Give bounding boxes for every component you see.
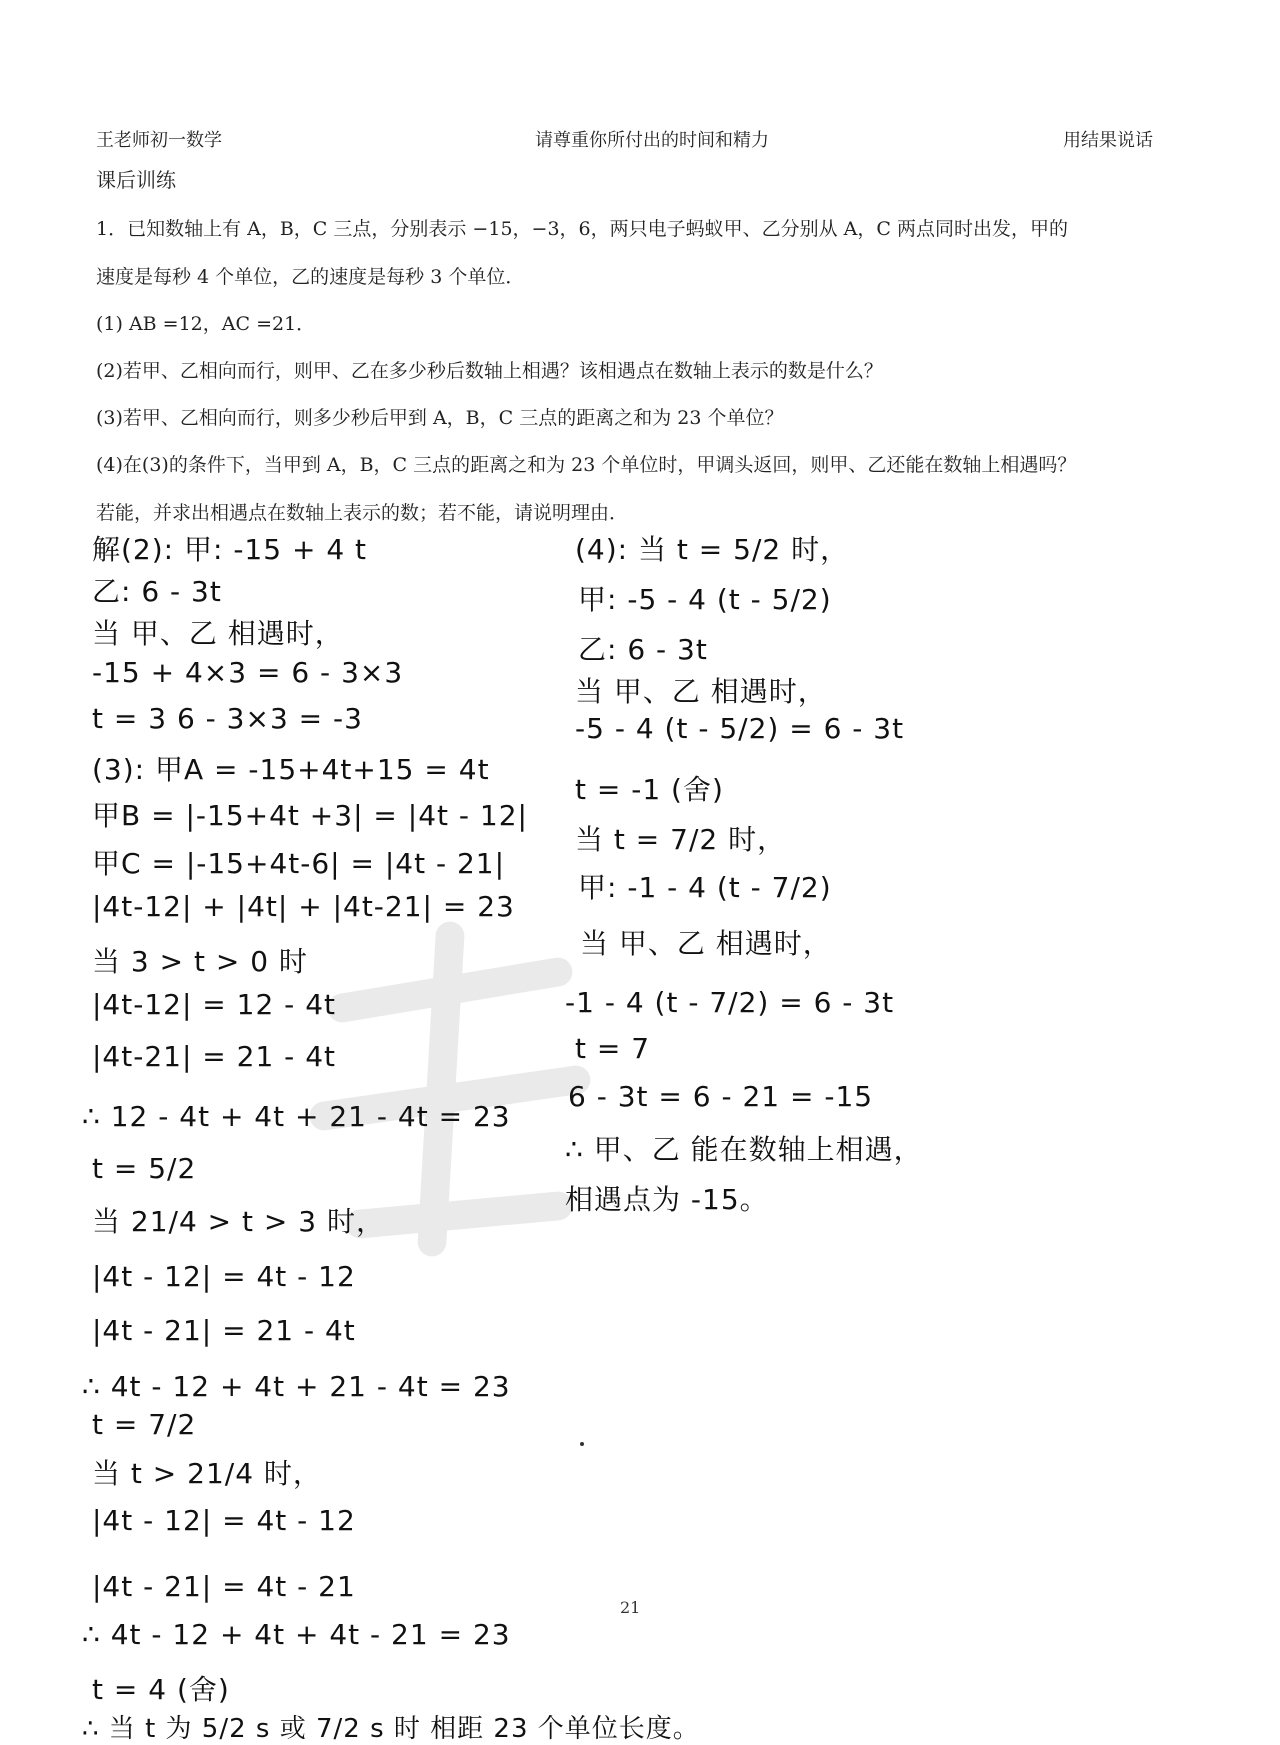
left-line: t = 3 6 - 3×3 = -3 xyxy=(92,702,363,735)
header-center: 请尊重你所付出的时间和精力 xyxy=(535,130,769,151)
problem-line-1: 1．已知数轴上有 A，B，C 三点，分别表示 −15，−3，6，两只电子蚂蚁甲、乙分别从 A，C 两点同时出发，甲的 xyxy=(96,218,1068,240)
left-line: |4t - 12| = 4t - 12 xyxy=(92,1260,356,1293)
question-1: (1) AB =12，AC =21． xyxy=(96,313,316,335)
right-line: 当 甲、乙 相遇时， xyxy=(580,927,832,960)
left-line: 甲B = |-15+4t +3| = |4t - 12| xyxy=(92,799,528,832)
problem-line-2: 速度是每秒 4 个单位，乙的速度是每秒 3 个单位． xyxy=(96,266,525,288)
left-line: -15 + 4×3 = 6 - 3×3 xyxy=(92,656,404,689)
left-line: 当 t > 21/4 时， xyxy=(92,1457,322,1490)
right-line: (4): 当 t = 5/2 时， xyxy=(575,533,850,566)
left-line: ∴ 当 t 为 5/2 s 或 7/2 s 时 相距 23 个单位长度。 xyxy=(82,1714,700,1744)
left-line: 解(2): 甲: -15 + 4 t xyxy=(92,533,368,566)
right-line: 甲: -1 - 4 (t - 7/2) xyxy=(578,871,832,904)
header-right: 用结果说话 xyxy=(1063,130,1153,151)
section-title: 课后训练 xyxy=(96,168,176,192)
right-line: t = -1 (舍) xyxy=(575,773,724,806)
left-line: t = 5/2 xyxy=(92,1152,197,1185)
left-line: |4t - 12| = 4t - 12 xyxy=(92,1504,356,1537)
right-line: 相遇点为 -15。 xyxy=(565,1183,769,1216)
left-line: t = 7/2 xyxy=(92,1408,197,1441)
left-line: |4t-21| = 21 - 4t xyxy=(92,1040,336,1073)
left-line: 甲C = |-15+4t-6| = |4t - 21| xyxy=(92,847,506,880)
right-line: -1 - 4 (t - 7/2) = 6 - 3t xyxy=(565,986,895,1019)
left-line: |4t-12| + |4t| + |4t-21| = 23 xyxy=(92,890,515,923)
left-line: ∴ 4t - 12 + 4t + 21 - 4t = 23 xyxy=(82,1370,511,1403)
left-line: t = 4 (舍) xyxy=(92,1673,230,1706)
left-line: 当 21/4 > t > 3 时， xyxy=(92,1205,385,1238)
question-2: (2)若甲、乙相向而行，则甲、乙在多少秒后数轴上相遇？该相遇点在数轴上表示的数是什么？ xyxy=(96,360,883,382)
left-line: |4t - 21| = 21 - 4t xyxy=(92,1314,356,1347)
right-line: ∴ 甲、乙 能在数轴上相遇， xyxy=(565,1133,923,1166)
left-line: ∴ 4t - 12 + 4t + 4t - 21 = 23 xyxy=(82,1618,511,1651)
right-line: 甲: -5 - 4 (t - 5/2) xyxy=(578,583,832,616)
header-left: 王老师初一数学 xyxy=(96,130,222,151)
left-line: |4t-12| = 12 - 4t xyxy=(92,988,336,1021)
left-line: 当 甲、乙 相遇时， xyxy=(92,617,344,650)
right-line: t = 7 xyxy=(575,1032,651,1065)
left-line: 当 3 > t > 0 时 xyxy=(92,945,308,978)
page-number: 21 xyxy=(620,1598,641,1617)
right-line: -5 - 4 (t - 5/2) = 6 - 3t xyxy=(575,712,905,745)
right-line: 乙: 6 - 3t xyxy=(578,633,708,666)
left-line: (3): 甲A = -15+4t+15 = 4t xyxy=(92,753,490,786)
left-line: 乙: 6 - 3t xyxy=(92,575,222,608)
right-line: 当 甲、乙 相遇时， xyxy=(575,675,827,708)
left-line: ∴ 12 - 4t + 4t + 21 - 4t = 23 xyxy=(82,1100,511,1133)
question-4a: (4)在(3)的条件下，当甲到 A，B，C 三点的距离之和为 23 个单位时，甲调头返回，则甲、乙还能在数轴上相遇吗？ xyxy=(96,454,1077,476)
right-line: 当 t = 7/2 时， xyxy=(575,823,787,856)
question-3: (3)若甲、乙相向而行，则多少秒后甲到 A，B，C 三点的距离之和为 23 个单位？ xyxy=(96,407,784,429)
ink-dot xyxy=(580,1442,584,1446)
right-line: 6 - 3t = 6 - 21 = -15 xyxy=(568,1080,874,1113)
left-line: |4t - 21| = 4t - 21 xyxy=(92,1570,356,1603)
question-4b: 若能，并求出相遇点在数轴上表示的数；若不能，请说明理由． xyxy=(96,502,629,524)
